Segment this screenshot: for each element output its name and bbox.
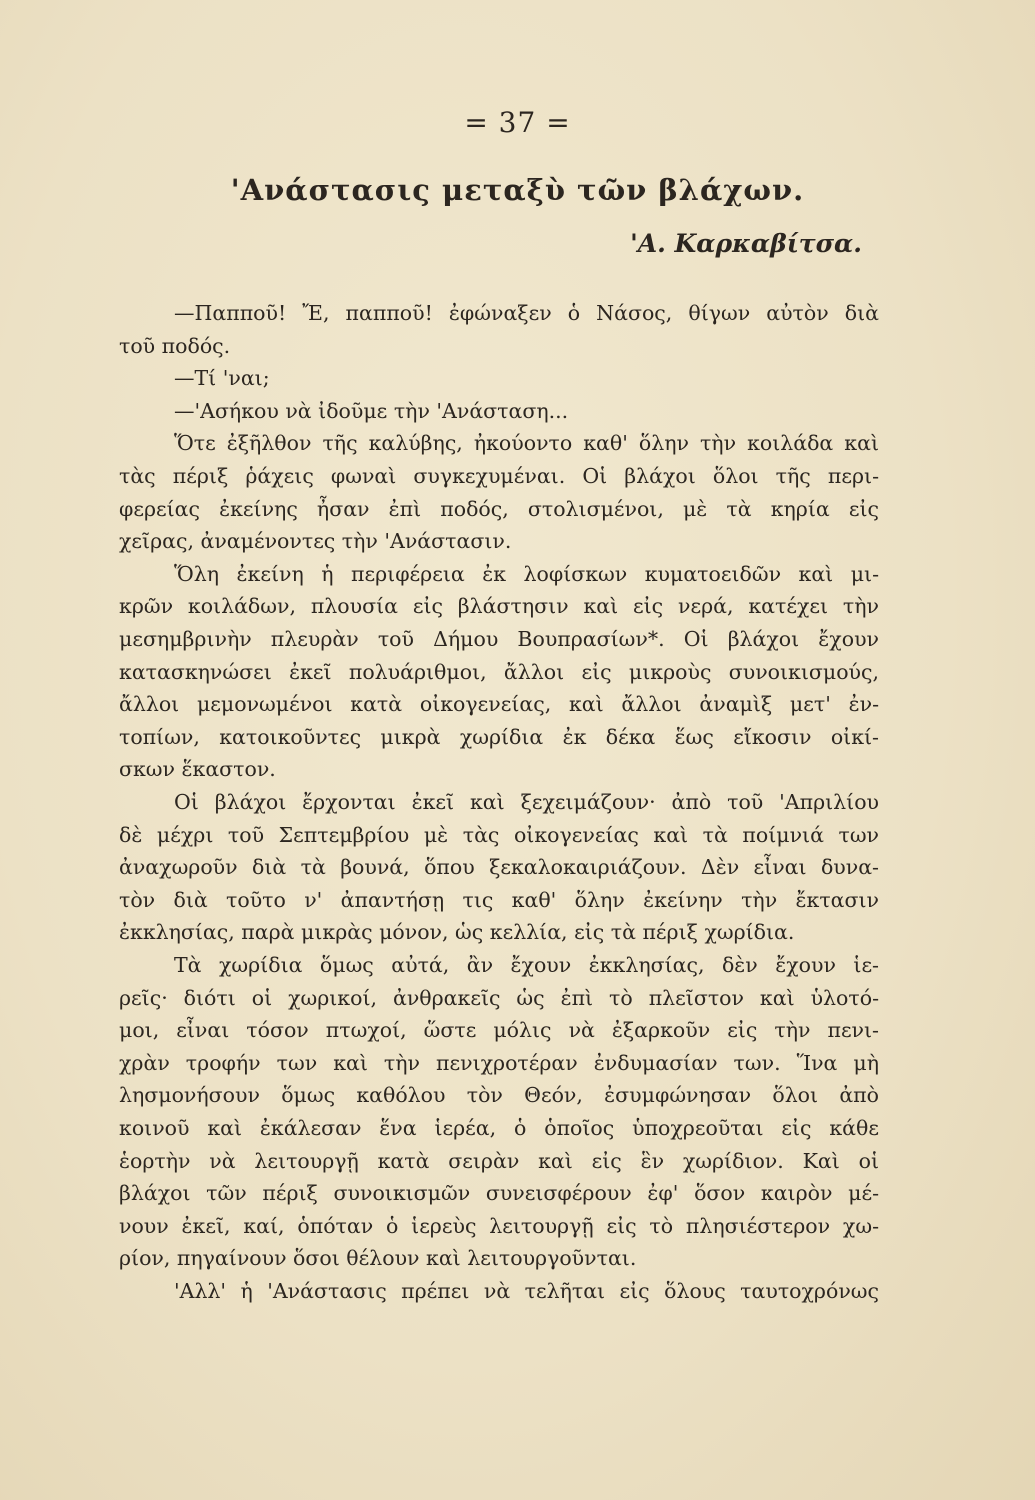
page-number: = 37 = [464, 106, 571, 139]
text-line: βλάχοι τῶν πέριξ συνοικισμῶν συνεισφέρουν ἐφ' ὅσον καιρὸν μέ- [119, 1181, 879, 1206]
text-line: Ὅτε ἐξῆλθον τῆς καλύβης, ἠκούοντο καθ' ὅλην τὴν κοιλάδα καὶ [174, 431, 879, 456]
text-line: κοινοῦ καὶ ἐκάλεσαν ἕνα ἱερέα, ὁ ὁποῖος ὑποχρεοῦται εἰς κάθε [119, 1116, 879, 1140]
text-line: —Παπποῦ! Ἔ, παπποῦ! ἐφώναξεν ὁ Νάσος, θίγων αὐτὸν διὰ [174, 301, 879, 325]
text-line: λησμονήσουν ὅμως καθόλου τὸν Θεόν, ἐσυμφώνησαν ὅλοι ἀπὸ [119, 1083, 879, 1108]
text-line: δὲ μέχρι τοῦ Σεπτεμβρίου μὲ τὰς οἰκογενείας καὶ τὰ ποίμνιά των [119, 822, 879, 847]
text-line: ρεῖς· διότι οἱ χωρικοί, ἀνθρακεῖς ὡς ἐπὶ τὸ πλεῖστον καὶ ὑλοτό- [119, 985, 879, 1010]
text-line: Οἱ βλάχοι ἔρχονται ἐκεῖ καὶ ξεχειμάζουν· ἀπὸ τοῦ 'Απριλίου [174, 790, 879, 814]
text-line: Τὰ χωρίδια ὅμως αὐτά, ἂν ἔχουν ἐκκλησίας, δὲν ἔχουν ἱε- [174, 953, 879, 977]
text-line: τοῦ ποδός. [119, 333, 231, 358]
text-line: ρίον, πηγαίνουν ὅσοι θέλουν καὶ λειτουργοῦνται. [119, 1246, 637, 1271]
text-line: νουν ἐκεῖ, καί, ὁπόταν ὁ ἱερεὺς λειτουργῇ εἰς τὸ πλησιέστερον χω- [119, 1213, 879, 1238]
text-line: 'Αλλ' ἡ 'Ανάστασις πρέπει νὰ τελῆται εἰς ὅλους ταυτοχρόνως [174, 1279, 879, 1303]
text-line: —'Ασήκου νὰ ἰδοῦμε τὴν 'Ανάσταση... [174, 398, 569, 423]
text-line: ἄλλοι μεμονωμένοι κατὰ οἰκογενείας, καὶ ἄλλοι ἀναμὶξ μετ' ἐν- [119, 692, 879, 717]
author-name: 'Α. Καρκαβίτσα. [630, 229, 862, 258]
text-line: τὸν διὰ τοῦτο ν' ἀπαντήσῃ τις καθ' ὅλην ἐκείνην τὴν ἔκτασιν [119, 887, 879, 912]
text-line: μεσημβρινὴν πλευρὰν τοῦ Δήμου Βουπρασίων*. Οἱ βλάχοι ἔχουν [119, 627, 879, 651]
text-line: μοι, εἶναι τόσον πτωχοί, ὥστε μόλις νὰ ἐξαρκοῦν εἰς τὴν πενι- [119, 1018, 879, 1043]
text-line: τοπίων, κατοικοῦντες μικρὰ χωρίδια ἐκ δέκα ἕως εἴκοσιν οἰκί- [119, 724, 879, 749]
text-line: χεῖρας, ἀναμένοντες τὴν 'Ανάστασιν. [119, 529, 512, 554]
chapter-title: 'Ανάστασις μεταξὺ τῶν βλάχων. [230, 173, 805, 207]
text-line: κατασκηνώσει ἐκεῖ πολυάριθμοι, ἄλλοι εἰς μικροὺς συνοικισμούς, [119, 659, 879, 684]
text-line: τὰς πέριξ ῥάχεις φωναὶ συγκεχυμέναι. Οἱ βλάχοι ὅλοι τῆς περι- [119, 464, 879, 488]
text-line: ἑορτὴν νὰ λειτουργῇ κατὰ σειρὰν καὶ εἰς ἓν χωρίδιον. Καὶ οἱ [119, 1148, 879, 1173]
text-line: ἀναχωροῦν διὰ τὰ βουνά, ὅπου ξεκαλοκαιριάζουν. Δὲν εἶναι δυνα- [119, 855, 879, 880]
text-line: χρὰν τροφήν των καὶ τὴν πενιχροτέραν ἐνδυμασίαν των. Ἵνα μὴ [119, 1050, 879, 1075]
text-line: φερείας ἐκείνης ἦσαν ἐπὶ ποδός, στολισμένοι, μὲ τὰ κηρία εἰς [119, 496, 879, 521]
text-line: Ὅλη ἐκείνη ἡ περιφέρεια ἐκ λοφίσκων κυματοειδῶν καὶ μι- [174, 561, 879, 586]
text-line: σκων ἕκαστον. [119, 757, 276, 782]
text-line: κρῶν κοιλάδων, πλουσία εἰς βλάστησιν καὶ εἰς νερά, κατέχει τὴν [119, 594, 879, 619]
text-line: ἐκκλησίας, παρὰ μικρὰς μόνον, ὡς κελλία, εἰς τὰ πέριξ χωρίδια. [119, 920, 795, 945]
text-line: —Τί 'ναι; [174, 366, 270, 391]
